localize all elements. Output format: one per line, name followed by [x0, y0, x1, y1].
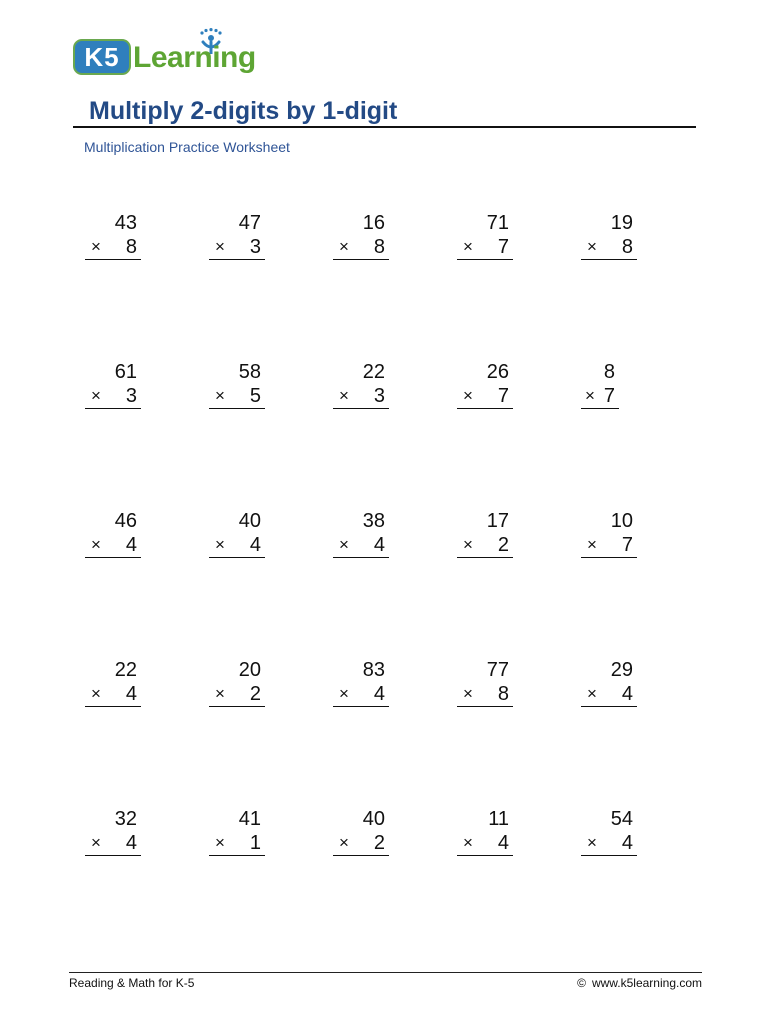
problem [333, 360, 389, 410]
title-divider [73, 126, 696, 128]
multiply-sign: × [215, 386, 225, 405]
multiplicand: 22 [362, 361, 385, 383]
operator-row [209, 533, 265, 558]
operator-row [581, 533, 637, 558]
multiply-sign: × [585, 386, 595, 405]
multiplicand: 47 [238, 212, 261, 234]
multiplier: 3 [125, 385, 137, 407]
multiply-sign: × [215, 535, 225, 554]
multiplicand: 10 [610, 510, 633, 532]
footer-divider [69, 972, 702, 973]
multiplicand: 32 [114, 808, 137, 830]
multiplier: 8 [125, 236, 137, 258]
multiplicand: 83 [362, 659, 385, 681]
multiplier: 2 [373, 832, 385, 854]
multiplicand: 20 [238, 659, 261, 681]
problem [209, 807, 265, 857]
logo-wordmark: Learning [133, 41, 256, 74]
problem [457, 360, 513, 410]
multiplicand: 16 [362, 212, 385, 234]
multiply-sign: × [587, 833, 597, 852]
operator-row [209, 831, 265, 856]
multiplier: 7 [621, 534, 633, 556]
multiply-sign: × [339, 237, 349, 256]
problem [581, 658, 637, 708]
multiplicand: 38 [362, 510, 385, 532]
operator-row [333, 533, 389, 558]
multiplicand: 46 [114, 510, 137, 532]
multiplier: 4 [373, 683, 385, 705]
multiply-sign: × [91, 833, 101, 852]
problem [209, 509, 265, 559]
problem [581, 807, 637, 857]
page-subtitle: Multiplication Practice Worksheet [84, 139, 290, 155]
operator-row [457, 384, 513, 409]
footer-url: www.k5learning.com [591, 976, 702, 990]
multiply-sign: × [587, 535, 597, 554]
multiply-sign: × [463, 684, 473, 703]
multiply-sign: × [463, 535, 473, 554]
multiplier: 8 [497, 683, 509, 705]
operator-row [581, 235, 637, 260]
multiply-sign: × [463, 833, 473, 852]
problem [209, 211, 265, 261]
operator-row [457, 533, 513, 558]
problem [209, 658, 265, 708]
multiplier: 3 [249, 236, 261, 258]
multiplier: 4 [373, 534, 385, 556]
operator-row [209, 682, 265, 707]
multiply-sign: × [587, 237, 597, 256]
multiplicand: 22 [114, 659, 137, 681]
operator-row [581, 682, 637, 707]
multiplier: 1 [249, 832, 261, 854]
multiplicand: 11 [488, 808, 509, 830]
operator-row [85, 235, 141, 260]
footer-website [577, 975, 702, 991]
k5-learning-logo [71, 28, 266, 80]
multiplicand: 77 [486, 659, 509, 681]
problem [457, 211, 513, 261]
multiply-sign: × [339, 684, 349, 703]
problem [581, 509, 637, 559]
multiply-sign: × [339, 833, 349, 852]
operator-row [333, 384, 389, 409]
problem [85, 807, 141, 857]
logo-badge [73, 39, 131, 75]
multiplier: 7 [497, 236, 509, 258]
multiplicand: 8 [603, 361, 615, 383]
multiplicand: 40 [238, 510, 261, 532]
problem [85, 211, 141, 261]
problem [85, 658, 141, 708]
operator-row [85, 831, 141, 856]
multiply-sign: × [463, 237, 473, 256]
problem [333, 807, 389, 857]
multiplicand: 58 [238, 361, 261, 383]
multiplicand: 71 [486, 212, 509, 234]
problem [333, 658, 389, 708]
operator-row [581, 384, 619, 409]
logo-badge-text: K5 [84, 42, 120, 72]
problem [209, 360, 265, 410]
operator-row [457, 682, 513, 707]
multiplicand: 40 [362, 808, 385, 830]
multiplicand: 41 [238, 808, 261, 830]
problem [85, 509, 141, 559]
problem [581, 360, 619, 410]
multiplier: 4 [125, 683, 137, 705]
multiplier: 4 [125, 534, 137, 556]
multiplier: 4 [497, 832, 509, 854]
multiplicand: 43 [114, 212, 137, 234]
operator-row [85, 384, 141, 409]
multiply-sign: × [215, 684, 225, 703]
multiply-sign: × [91, 684, 101, 703]
multiplicand: 26 [486, 361, 509, 383]
multiply-sign: × [91, 386, 101, 405]
operator-row [333, 831, 389, 856]
multiplier: 7 [603, 385, 615, 407]
multiplier: 8 [373, 236, 385, 258]
multiply-sign: × [215, 833, 225, 852]
problem [457, 658, 513, 708]
multiply-sign: × [215, 237, 225, 256]
multiplicand: 19 [610, 212, 633, 234]
problem [457, 509, 513, 559]
multiply-sign: × [339, 386, 349, 405]
multiply-sign: × [339, 535, 349, 554]
multiply-sign: × [91, 237, 101, 256]
multiplier: 2 [249, 683, 261, 705]
problem [457, 807, 513, 857]
multiplier: 2 [497, 534, 509, 556]
operator-row [209, 235, 265, 260]
multiplier: 5 [249, 385, 261, 407]
operator-row [85, 682, 141, 707]
page-title: Multiply 2-digits by 1-digit [89, 97, 398, 125]
multiplier: 8 [621, 236, 633, 258]
problem [333, 211, 389, 261]
operator-row [209, 384, 265, 409]
operator-row [581, 831, 637, 856]
multiplier: 4 [249, 534, 261, 556]
problem [581, 211, 637, 261]
multiplier: 4 [621, 683, 633, 705]
operator-row [333, 235, 389, 260]
problem [85, 360, 141, 410]
multiply-sign: × [463, 386, 473, 405]
multiply-sign: × [91, 535, 101, 554]
multiplier: 7 [497, 385, 509, 407]
multiply-sign: × [587, 684, 597, 703]
operator-row [457, 235, 513, 260]
footer-tagline: Reading & Math for K-5 [69, 976, 195, 990]
copyright-symbol: © [577, 976, 586, 990]
multiplicand: 29 [610, 659, 633, 681]
operator-row [333, 682, 389, 707]
multiplier: 3 [373, 385, 385, 407]
multiplicand: 17 [486, 510, 509, 532]
multiplicand: 54 [610, 808, 633, 830]
operator-row [85, 533, 141, 558]
operator-row [457, 831, 513, 856]
problem [333, 509, 389, 559]
multiplier: 4 [621, 832, 633, 854]
multiplier: 4 [125, 832, 137, 854]
multiplicand: 61 [114, 361, 137, 383]
